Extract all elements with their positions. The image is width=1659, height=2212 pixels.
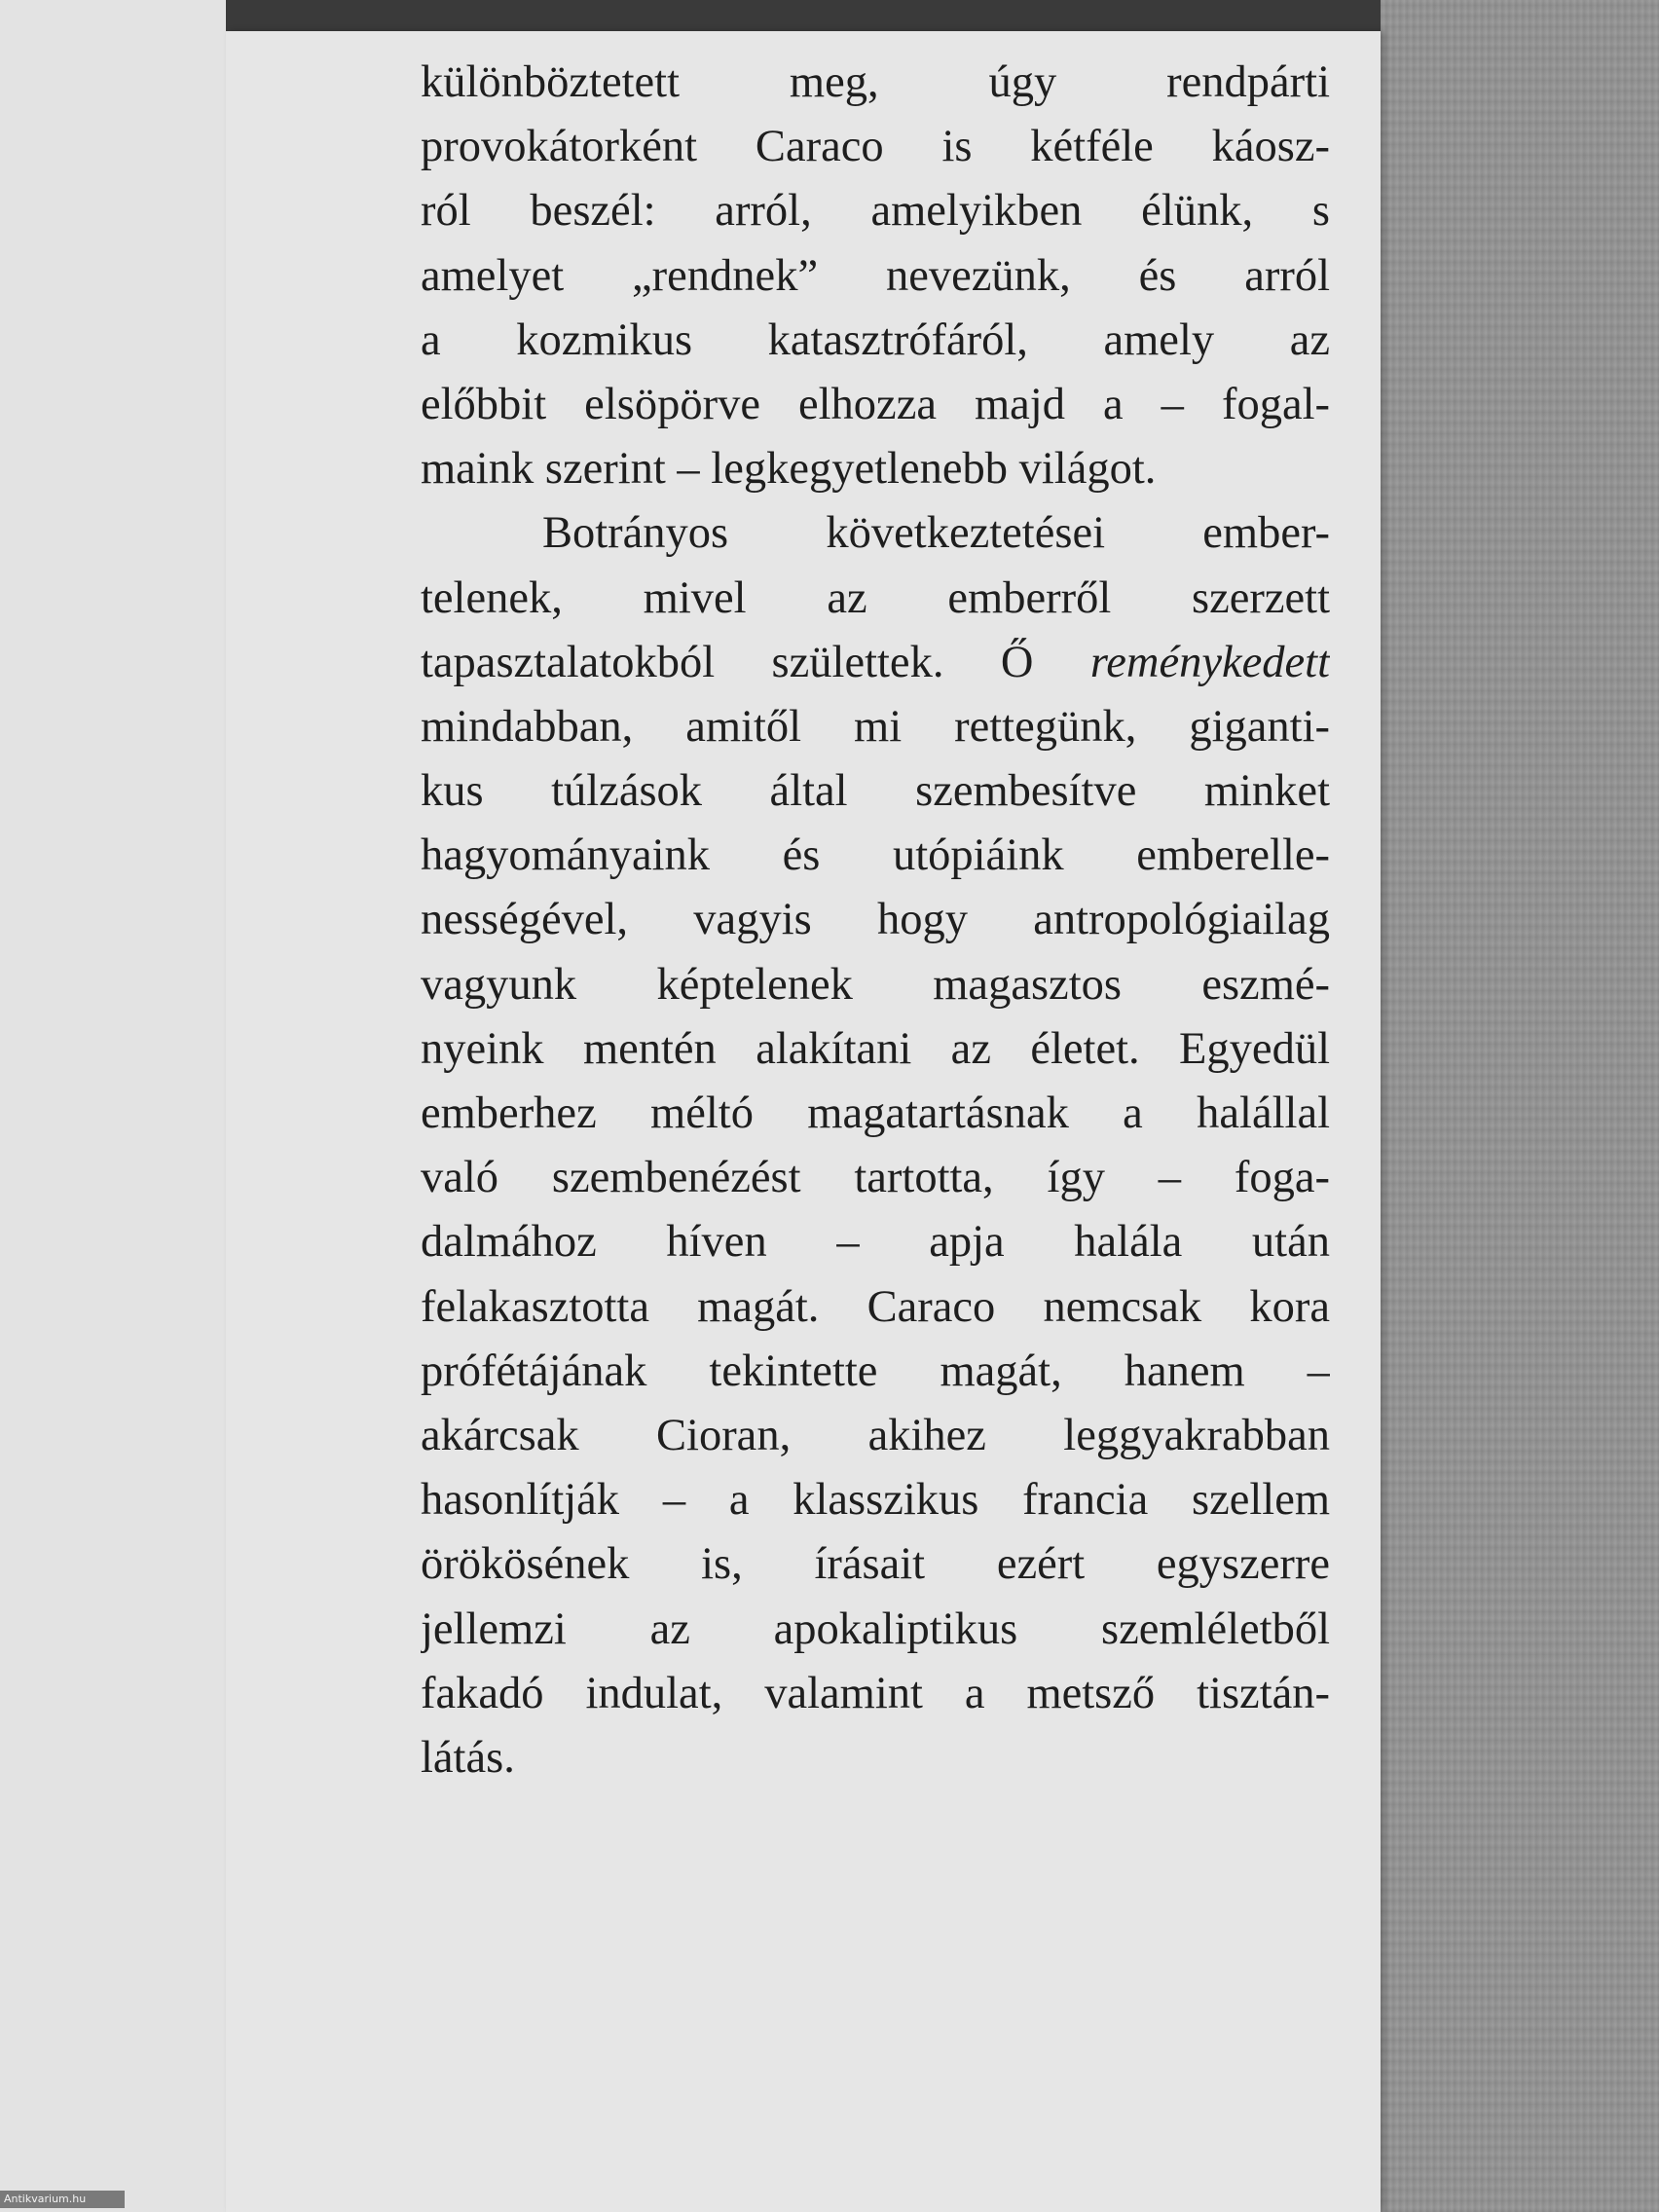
text-line: örökösének is, írásait ezért egyszerre — [421, 1539, 1330, 1590]
text-line: a kozmikus katasztrófáról, amely az — [421, 314, 1330, 365]
italic-word: reménykedett — [1089, 637, 1330, 687]
text-line: prófétájának tekintette magát, hanem – — [421, 1346, 1330, 1396]
text-line: emberhez méltó magatartásnak a halállal — [421, 1088, 1330, 1138]
text-line: vagyunk képtelenek magasztos eszmé- — [421, 959, 1330, 1010]
text-line: mindabban, amitől mi rettegünk, giganti- — [421, 701, 1330, 752]
text-line: Botrányos következtetései ember- — [542, 508, 1330, 559]
text-line: ról beszél: arról, amelyikben élünk, s — [421, 186, 1330, 237]
text-line: felakasztotta magát. Caraco nemcsak kora — [421, 1281, 1330, 1332]
text-line: amelyet „rendnek” nevezünk, és arról — [421, 250, 1330, 301]
text-line: jellemzi az apokaliptikus szemléletből — [421, 1604, 1330, 1654]
left-jacket-flap — [0, 0, 228, 2212]
text-line: maink szerint – legkegyetlenebb világot. — [421, 444, 1157, 495]
watermark: Antikvarium.hu — [0, 2191, 125, 2208]
text-line: kus túlzások által szembesítve minket — [421, 766, 1330, 817]
text-line: előbbit elsöpörve elhozza majd a – fogal- — [421, 379, 1330, 429]
text-line: dalmához híven – apja halála után — [421, 1217, 1330, 1268]
text-line-with-italic — [421, 631, 1330, 695]
text-line: hasonlítják – a klasszikus francia szellem — [421, 1475, 1330, 1526]
body-text — [421, 51, 1330, 1790]
text-line: provokátorként Caraco is kétféle káosz- — [421, 122, 1330, 172]
text-line: látás. — [421, 1732, 515, 1783]
text-line: hagyományaink és utópiáink emberelle- — [421, 830, 1330, 881]
text-line: telenek, mivel az emberről szerzett — [421, 572, 1330, 623]
text-line: nyeink mentén alakítani az életet. Egyedül — [421, 1023, 1330, 1074]
text-segment: tapasztalatokból születtek. Ő — [421, 637, 1090, 687]
text-line: nességével, vagyis hogy antropológiailag — [421, 895, 1330, 945]
text-line: különböztetett meg, úgy rendpárti — [421, 57, 1330, 107]
text-line: akárcsak Cioran, akihez leggyakrabban — [421, 1410, 1330, 1460]
top-dark-band — [226, 0, 1381, 31]
text-line: fakadó indulat, valamint a metsző tisztán- — [421, 1668, 1330, 1718]
book-page — [226, 31, 1381, 2212]
text-line: való szembenézést tartotta, így – foga- — [421, 1153, 1330, 1203]
